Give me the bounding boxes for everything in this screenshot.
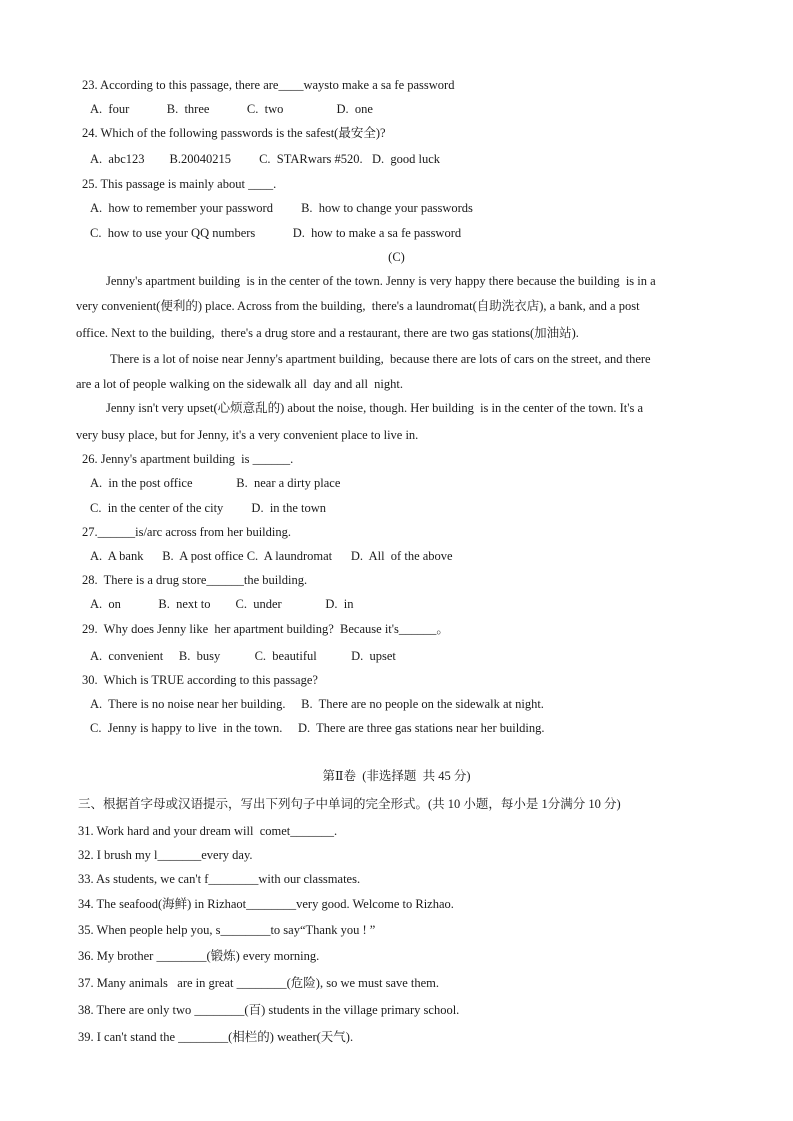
options-24: A. abc123 B.20040215 C. STARwars #520. D. good luck <box>90 152 441 166</box>
options-23: A. four B. three C. two D. one <box>90 102 373 116</box>
options-26-ab: A. in the post office B. near a dirty place <box>90 476 341 490</box>
question-37: 37. Many animals are in great ________(危险), so we must save them. <box>78 976 440 990</box>
options-30-cd: C. Jenny is happy to live in the town. D. There are three gas stations near her building. <box>90 721 545 735</box>
part-two-heading: 第Ⅱ卷 (非选择题 共 45 分) <box>322 769 471 783</box>
question-33: 33. As students, we can't f________with our classmates. <box>78 872 361 886</box>
options-25-ab: A. how to remember your password B. how to change your passwords <box>90 201 473 215</box>
question-24: 24. Which of the following passwords is the safest(最安全)? <box>82 126 386 140</box>
question-28: 28. There is a drug store______the building. <box>82 573 308 587</box>
question-25: 25. This passage is mainly about ____. <box>82 177 277 191</box>
options-29: A. convenient B. busy C. beautiful D. upset <box>90 649 396 663</box>
question-29: 29. Why does Jenny like her apartment building? Because it's______。 <box>82 622 449 636</box>
passage-c-line: There is a lot of noise near Jenny's apartment building, because there are lots of cars on the street, and there <box>110 352 651 366</box>
question-39: 39. I can't stand the ________(相栏的) weather(天气). <box>78 1030 354 1044</box>
passage-c-line: Jenny isn't very upset(心烦意乱的) about the noise, though. Her building is in the center of the town. It's a <box>106 401 644 415</box>
section-heading-c: (C) <box>388 250 405 264</box>
question-34: 34. The seafood(海鲜) in Rizhaot________very good. Welcome to Rizhao. <box>78 897 454 911</box>
question-23: 23. According to this passage, there are____waysto make a sa fe password <box>82 78 455 92</box>
question-26: 26. Jenny's apartment building is ______. <box>82 452 294 466</box>
question-35: 35. When people help you, s________to say“Thank you ! ” <box>78 923 376 937</box>
section-three-instructions: 三、根据首字母或汉语提示，写出下列句子中单词的完全形式。(共 10 小题，每小是 1分满分 10 分) <box>78 797 621 811</box>
passage-c-line: are a lot of people walking on the sidewalk all day and all night. <box>76 377 403 391</box>
options-25-cd: C. how to use your QQ numbers D. how to make a sa fe password <box>90 226 462 240</box>
question-38: 38. There are only two ________(百) students in the village primary school. <box>78 1003 460 1017</box>
question-32: 32. I brush my l_______every day. <box>78 848 253 862</box>
passage-c-line: very convenient(便利的) place. Across from the building, there's a laundromat(自助洗衣店), a bank, and a post <box>76 299 640 313</box>
passage-c-line: very busy place, but for Jenny, it's a very convenient place to live in. <box>76 428 419 442</box>
options-27: A. A bank B. A post office C. A laundromat D. All of the above <box>90 549 453 563</box>
passage-c-line: Jenny's apartment building is in the center of the town. Jenny is very happy there because the building is in a <box>106 274 656 288</box>
options-26-cd: C. in the center of the city D. in the town <box>90 501 327 515</box>
passage-c-line: office. Next to the building, there's a drug store and a restaurant, there are two gas stations(加油站). <box>76 326 579 340</box>
question-31: 31. Work hard and your dream will comet_______. <box>78 824 338 838</box>
options-30-ab: A. There is no noise near her building. B. There are no people on the sidewalk at night. <box>90 697 544 711</box>
question-36: 36. My brother ________(锻炼) every morning. <box>78 949 320 963</box>
question-30: 30. Which is TRUE according to this passage? <box>82 673 318 687</box>
question-27: 27.______is/arc across from her building. <box>82 525 291 539</box>
options-28: A. on B. next to C. under D. in <box>90 597 354 611</box>
